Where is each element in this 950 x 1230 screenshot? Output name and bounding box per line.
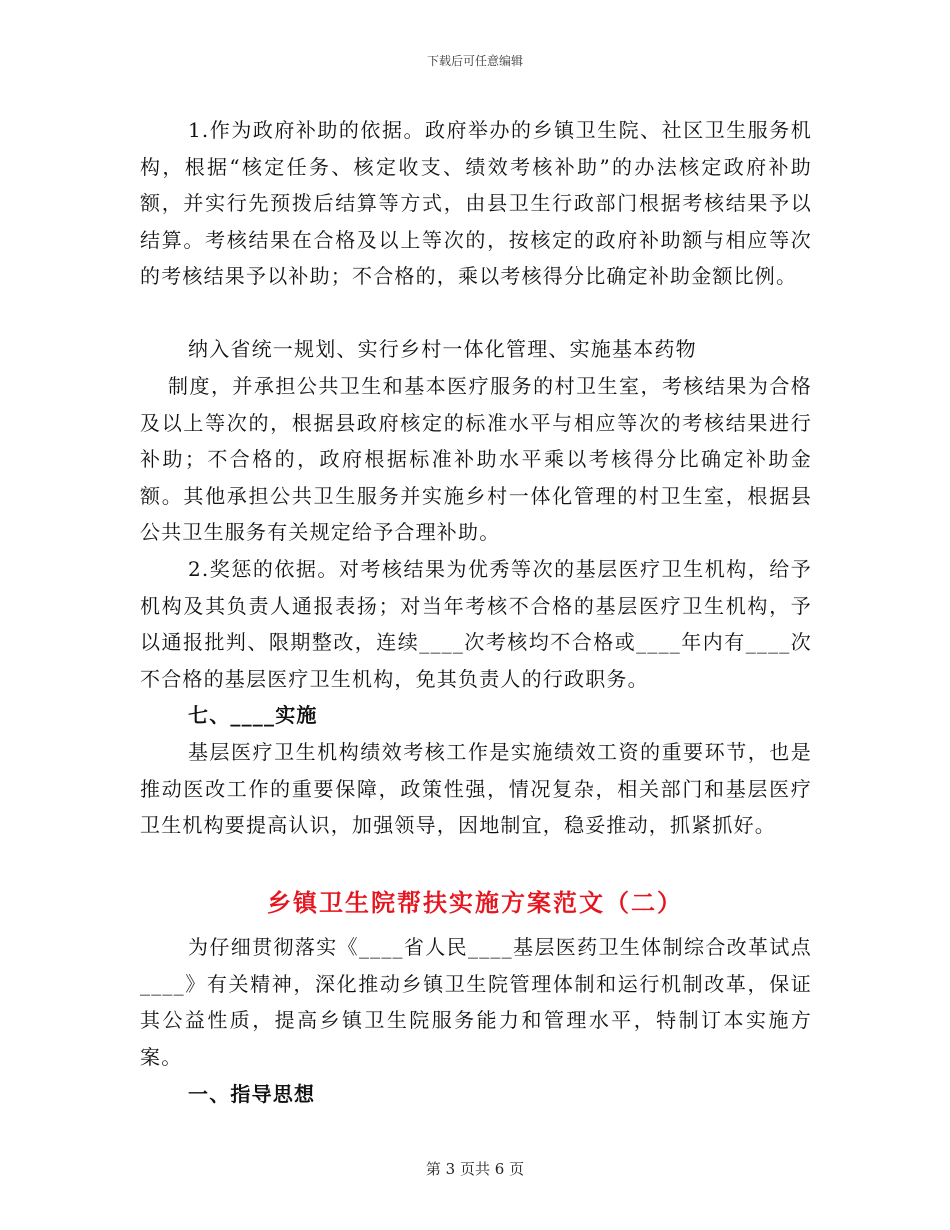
page-number: 第 3 页共 6 页 xyxy=(425,1160,525,1178)
page-header-note: 下载后可任意编辑 xyxy=(426,54,523,68)
paragraph-subsidy-basis: 1.作为政府补助的依据。政府举办的乡镇卫生院、社区卫生服务机构，根据“核定任务、核定收支、绩效考核补助”的办法核定政府补助额，并实行先预拨后结算等方式，由县卫生行政部门根据考核结果予以结算。考核结果在合格及以上等次的，按核定的政府补助额与相应等次的考核结果予以补助；不合格的，乘以考核得分比确定补助金额比例。 xyxy=(140,118,812,288)
section-heading-guiding-ideology: 一、指导思想 xyxy=(188,1082,316,1106)
paragraph-village-clinic-intro: 纳入省统一规划、实行乡村一体化管理、实施基本药物 xyxy=(188,337,697,361)
section-heading-implementation: 七、____实施 xyxy=(188,703,318,727)
document-title: 乡镇卫生院帮扶实施方案范文（二） xyxy=(267,888,683,917)
paragraph-reward-punishment: 2.奖惩的依据。对考核结果为优秀等次的基层医疗卫生机构，给予机构及其负责人通报表扬；对当年考核不合格的基层医疗卫生机构，予以通报批判、限期整改，连续____次考核均不合格或____年内有____次不合格的基层医疗卫生机构，免其负责人的行政职务。 xyxy=(140,557,812,691)
paragraph-village-clinic: 制度，并承担公共卫生和基本医疗服务的村卫生室，考核结果为合格及以上等次的，根据县政府核定的标准水平与相应等次的考核结果进行补助；不合格的，政府根据标准补助水平乘以考核得分比确定补助金额。其他承担公共卫生服务并实施乡村一体化管理的村卫生室，根据县公共卫生服务有关规定给予合理补助。 xyxy=(140,374,812,544)
paragraph-introduction: 为仔细贯彻落实《____省人民____基层医药卫生体制综合改革试点____》有关精神，深化推动乡镇卫生院管理体制和运行机制改革，保证其公益性质，提高乡镇卫生院服务能力和管理水平，特制订本实施方案。 xyxy=(140,935,812,1069)
paragraph-implementation: 基层医疗卫生机构绩效考核工作是实施绩效工资的重要环节，也是推动医改工作的重要保障，政策性强，情况复杂，相关部门和基层医疗卫生机构要提高认识，加强领导，因地制宜，稳妥推动，抓紧抓好。 xyxy=(140,740,812,837)
